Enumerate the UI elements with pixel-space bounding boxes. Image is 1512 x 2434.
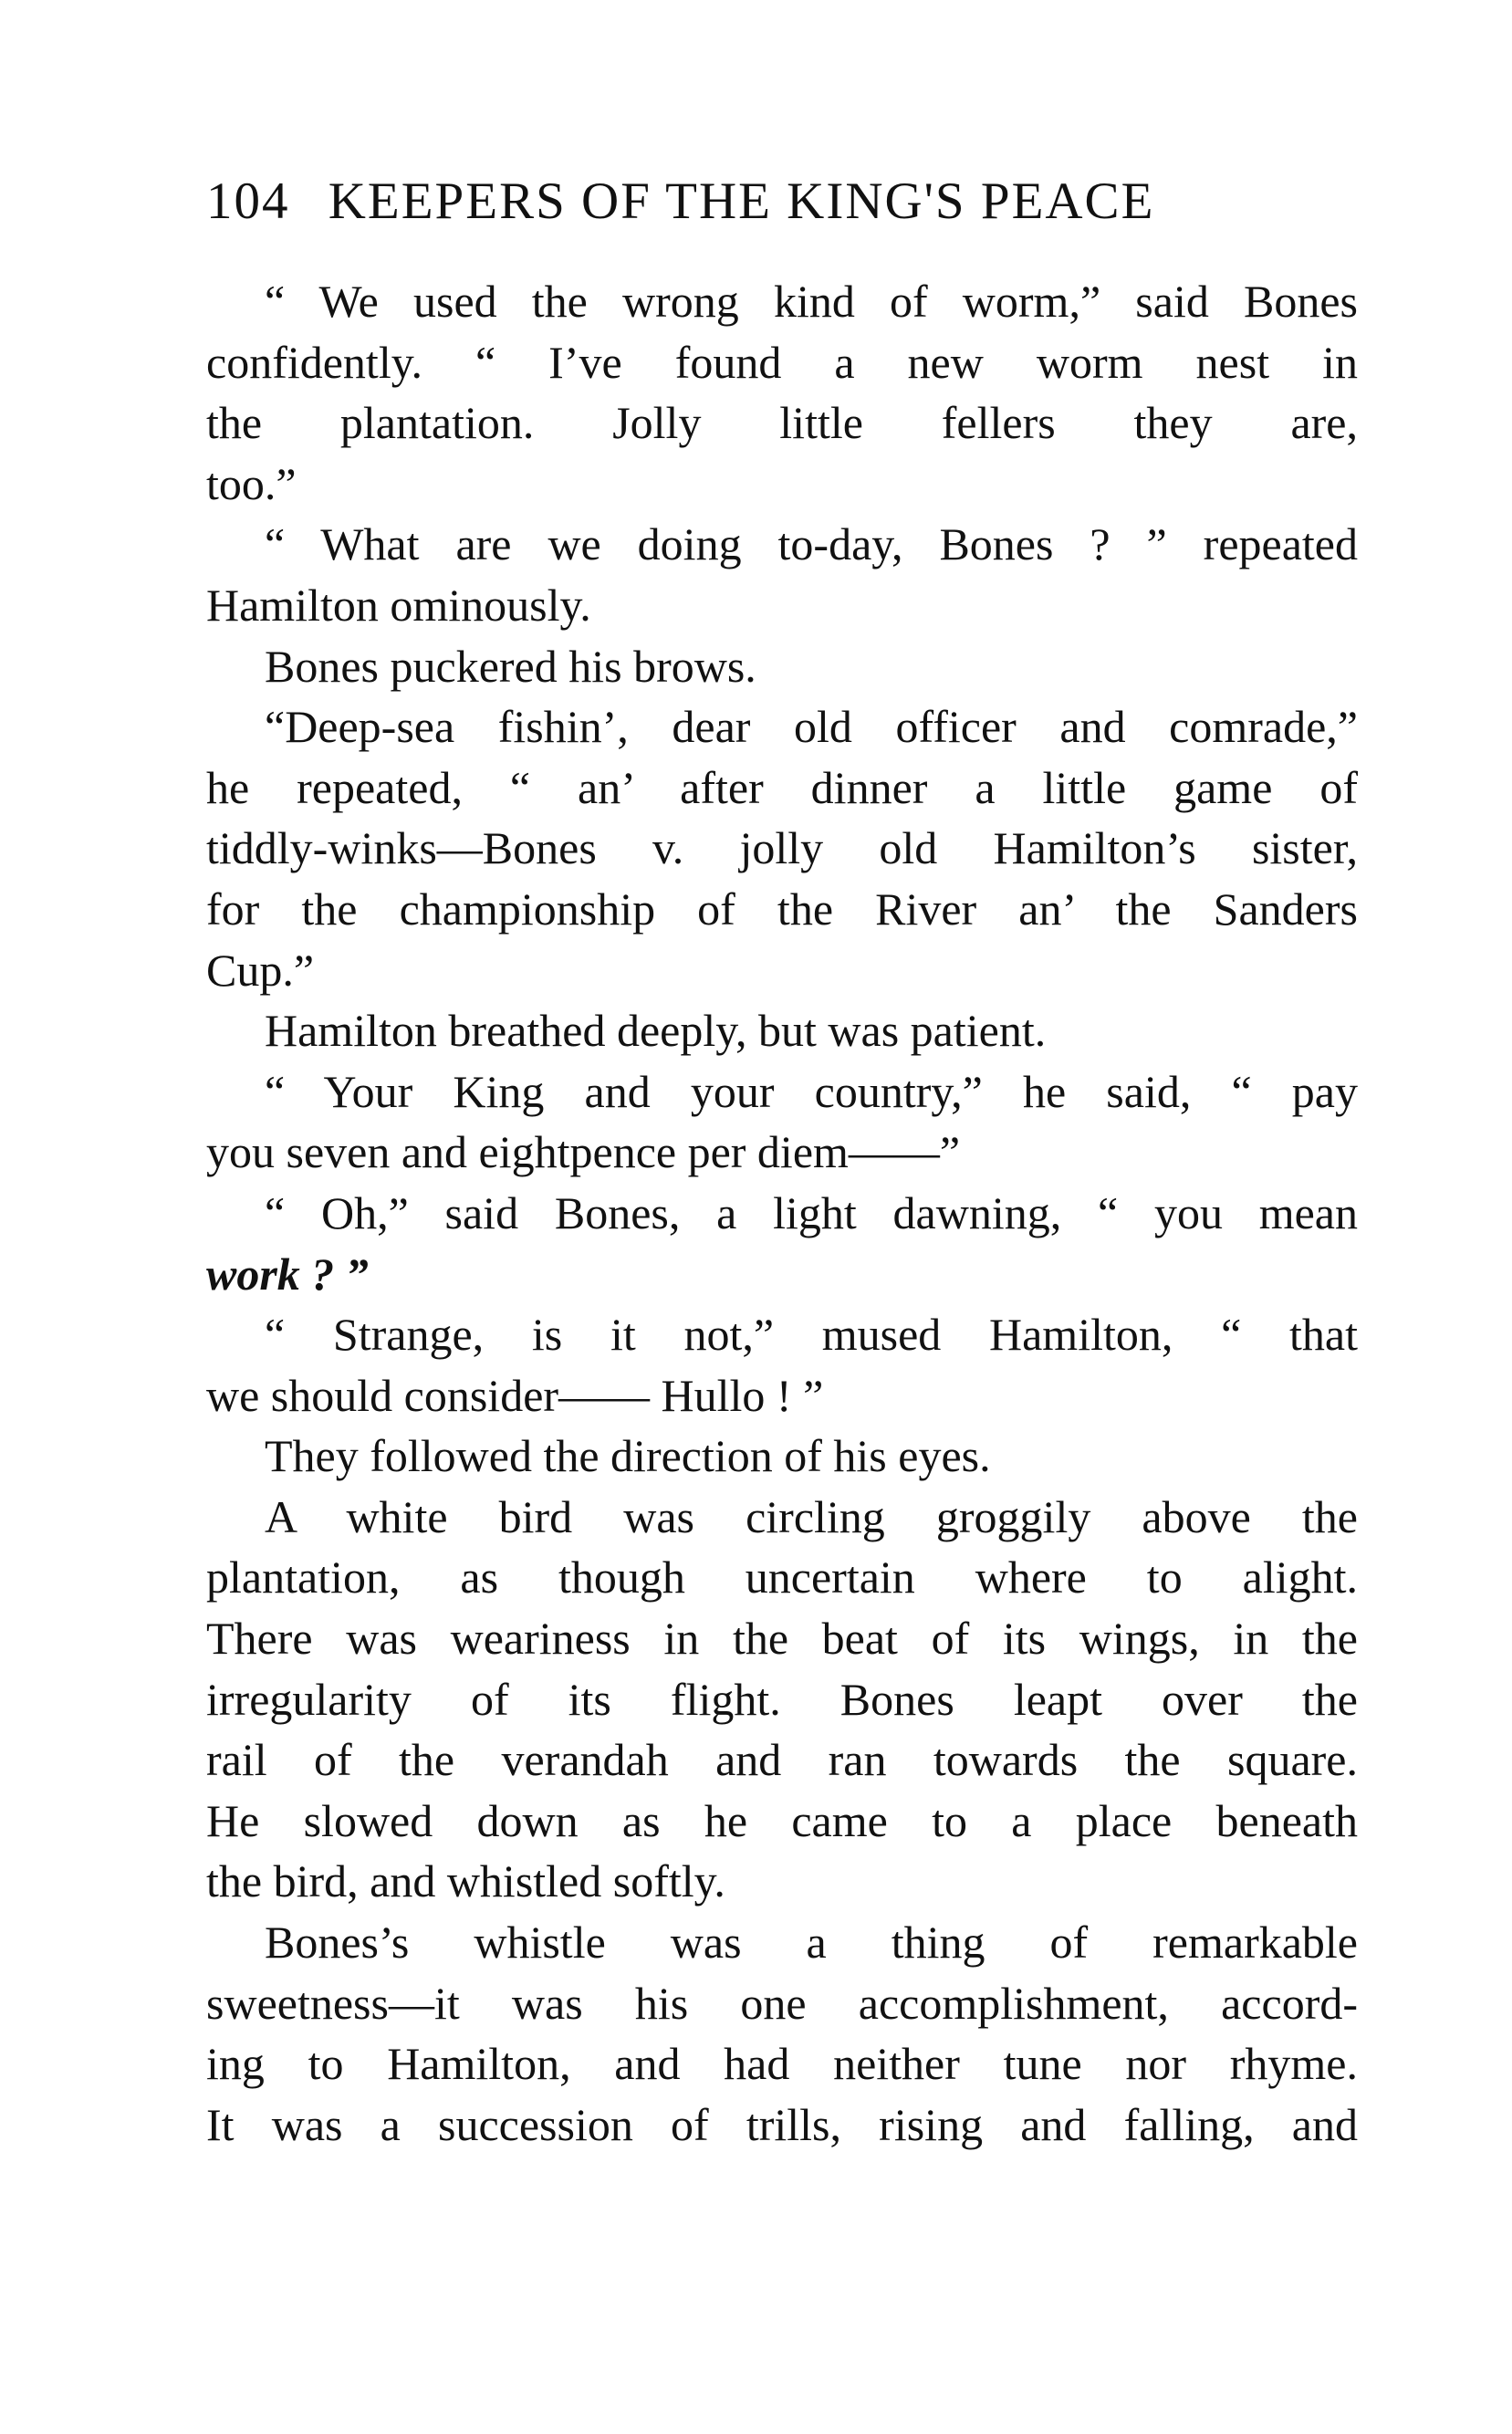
text-line: Bones puckered his brows.: [265, 640, 756, 692]
text-line: Bones’s whistle was a thing of remarkable: [265, 1917, 1358, 1969]
text-line: for the championship of the River an’ the Sanders: [206, 883, 1358, 935]
text-line: They followed the direction of his eyes.: [265, 1430, 991, 1482]
text-line: you seven and eightpence per diem——”: [206, 1126, 961, 1178]
text-line: Hamilton ominously.: [206, 579, 591, 631]
running-head: [206, 170, 1356, 234]
text-line-italic: [206, 1244, 1358, 1305]
text-line: A white bird was circling groggily above the: [265, 1490, 1358, 1542]
text-line: He slowed down as he came to a place beneath: [206, 1794, 1358, 1846]
body-text: [206, 271, 1358, 2155]
text-line: “ Your King and your country,” he said, “ pay: [265, 1065, 1358, 1117]
text-line: plantation, as though uncertain where to alight.: [206, 1551, 1358, 1604]
italic-text: work ? ”: [206, 1248, 369, 1300]
text-line: he repeated, “ an’ after dinner a little game of: [206, 761, 1358, 813]
text-line: we should consider—— Hullo ! ”: [206, 1369, 824, 1421]
text-line: ing to Hamilton, and had neither tune nor rhyme.: [206, 2038, 1358, 2090]
text-line: confidently. “ I’ve found a new worm nest in: [206, 336, 1358, 388]
text-line: tiddly-winks—Bones v. jolly old Hamilton’s sister,: [206, 822, 1358, 874]
text-line: There was weariness in the beat of its wings, in the: [206, 1613, 1358, 1665]
text-line: “ We used the wrong kind of worm,” said Bones: [265, 276, 1358, 327]
text-line: Hamilton breathed deeply, but was patient.: [265, 1005, 1047, 1057]
text-line: “ Oh,” said Bones, a light dawning, “ you mean: [265, 1186, 1358, 1238]
text-line: It was a succession of trills, rising and falling, and: [206, 2098, 1358, 2150]
text-line: “ Strange, is it not,” mused Hamilton, “ that: [265, 1309, 1358, 1361]
text-line: rail of the verandah and ran towards the square.: [206, 1734, 1358, 1786]
text-line: “Deep-sea fishin’, dear old officer and comrade,”: [265, 701, 1358, 753]
text-line: irregularity of its flight. Bones leapt over the: [206, 1673, 1358, 1725]
text-line: too.”: [206, 457, 297, 509]
text-line: “ What are we doing to-day, Bones ? ” repeated: [265, 518, 1358, 570]
page-number: 104: [206, 172, 290, 230]
text-line: sweetness—it was his one accomplishment, accord-: [206, 1977, 1358, 2029]
text-line: the bird, and whistled softly.: [206, 1855, 725, 1907]
text-line: Cup.”: [206, 944, 315, 996]
running-title: KEEPERS OF THE KING'S PEACE: [328, 172, 1155, 230]
text-line: the plantation. Jolly little fellers they are,: [206, 397, 1358, 449]
